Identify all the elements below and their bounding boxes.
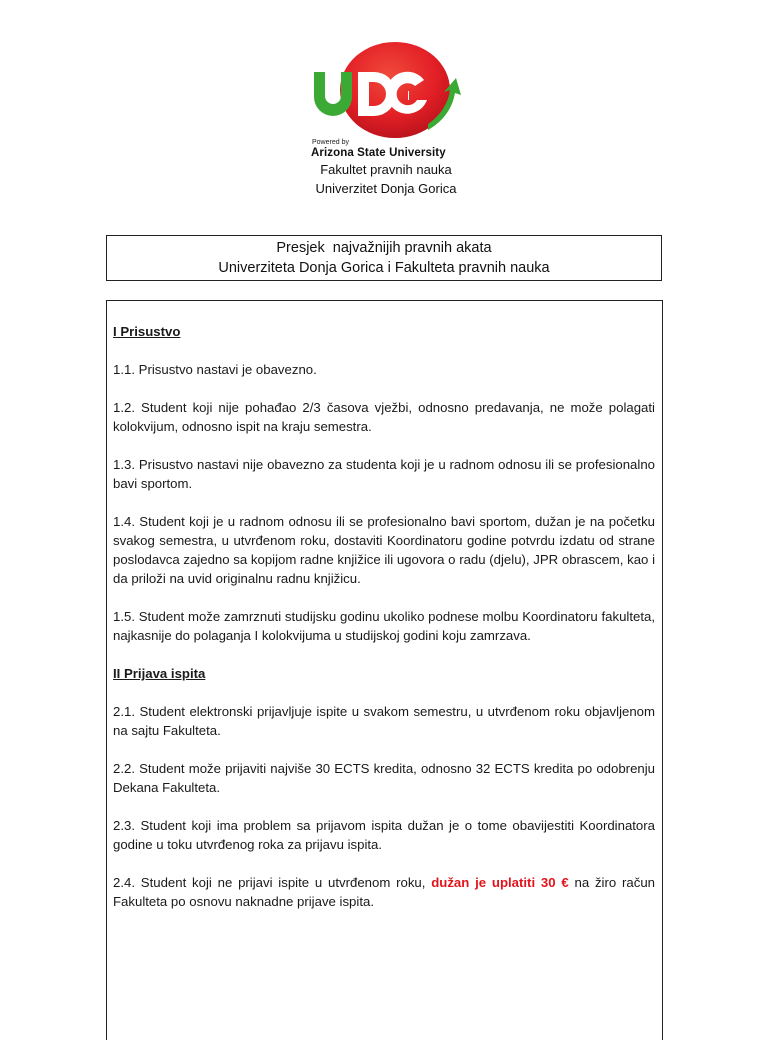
title-line-1: Presjek najvažnijih pravnih akata [276, 240, 492, 256]
faculty-name: Fakultet pravnih nauka [320, 162, 452, 177]
clause: 2.3. Student koji ima problem sa prijavom ispita dužan je o tome obavijestiti Koordinatora godine u toku utvrđenog roka za prijavu ispita. [113, 818, 655, 852]
title-line-2: Univerziteta Donja Gorica i Fakulteta pravnih nauka [218, 260, 550, 276]
clause: 1.1. Prisustvo nastavi je obavezno. [113, 362, 317, 377]
logo-letter-u [314, 72, 352, 116]
clause: 1.3. Prisustvo nastavi nije obavezno za studenta koji je u radnom odnosu ili se profesionalno bavi sportom. [113, 457, 655, 491]
clause-with-highlight [113, 873, 655, 911]
clause-text: na žiro račun Fakulteta po osnovu naknadne prijave ispita. [113, 875, 655, 909]
clause: 1.5. Student može zamrznuti studijsku godinu ukoliko podnese molbu Koordinatoru fakulteta, najkasnije do polaganja I kolokvijuma u studijskoj godini koju zamrzava. [113, 609, 655, 643]
clause: 1.2. Student koji nije pohađao 2/3 časova vježbi, odnosno predavanja, ne može polagati kolokvijum, odnosno ispit na kraju semestra. [113, 400, 655, 434]
section-heading: II Prijava ispita [113, 666, 206, 681]
clause-text: 2.4. Student koji ne prijavi ispite u utvrđenom roku, [113, 875, 432, 890]
clause: 2.1. Student elektronski prijavljuje ispite u svakom semestru, u utvrđenom roku objavljenom na sajtu Fakulteta. [113, 704, 655, 738]
fee-highlight: dužan je uplatiti 30 € [431, 875, 569, 890]
asu-label: Arizona State University [311, 147, 446, 159]
document-content [113, 322, 655, 930]
powered-by-label: Powered by [312, 139, 349, 146]
clause: 2.2. Student može prijaviti najviše 30 ECTS kredita, odnosno 32 ECTS kredita po odobrenju Dekana Fakulteta. [113, 761, 655, 795]
clause: 1.4. Student koji je u radnom odnosu ili se profesionalno bavi sportom, dužan je na početku svakog semestra, u utvrđenom roku, dostaviti Koordinatoru godine potvrdu izdatu od strane poslodavca zajedno sa kopijom radne knjižice ili ugovora o radu (djelu), JPR obrascem, kao i da priloži na uvid originalnu radnu knjižicu. [113, 514, 655, 586]
section-heading: I Prisustvo [113, 324, 181, 339]
university-name: Univerzitet Donja Gorica [315, 181, 457, 196]
udg-logo-graphic [300, 42, 470, 142]
document-title-box [106, 235, 662, 281]
